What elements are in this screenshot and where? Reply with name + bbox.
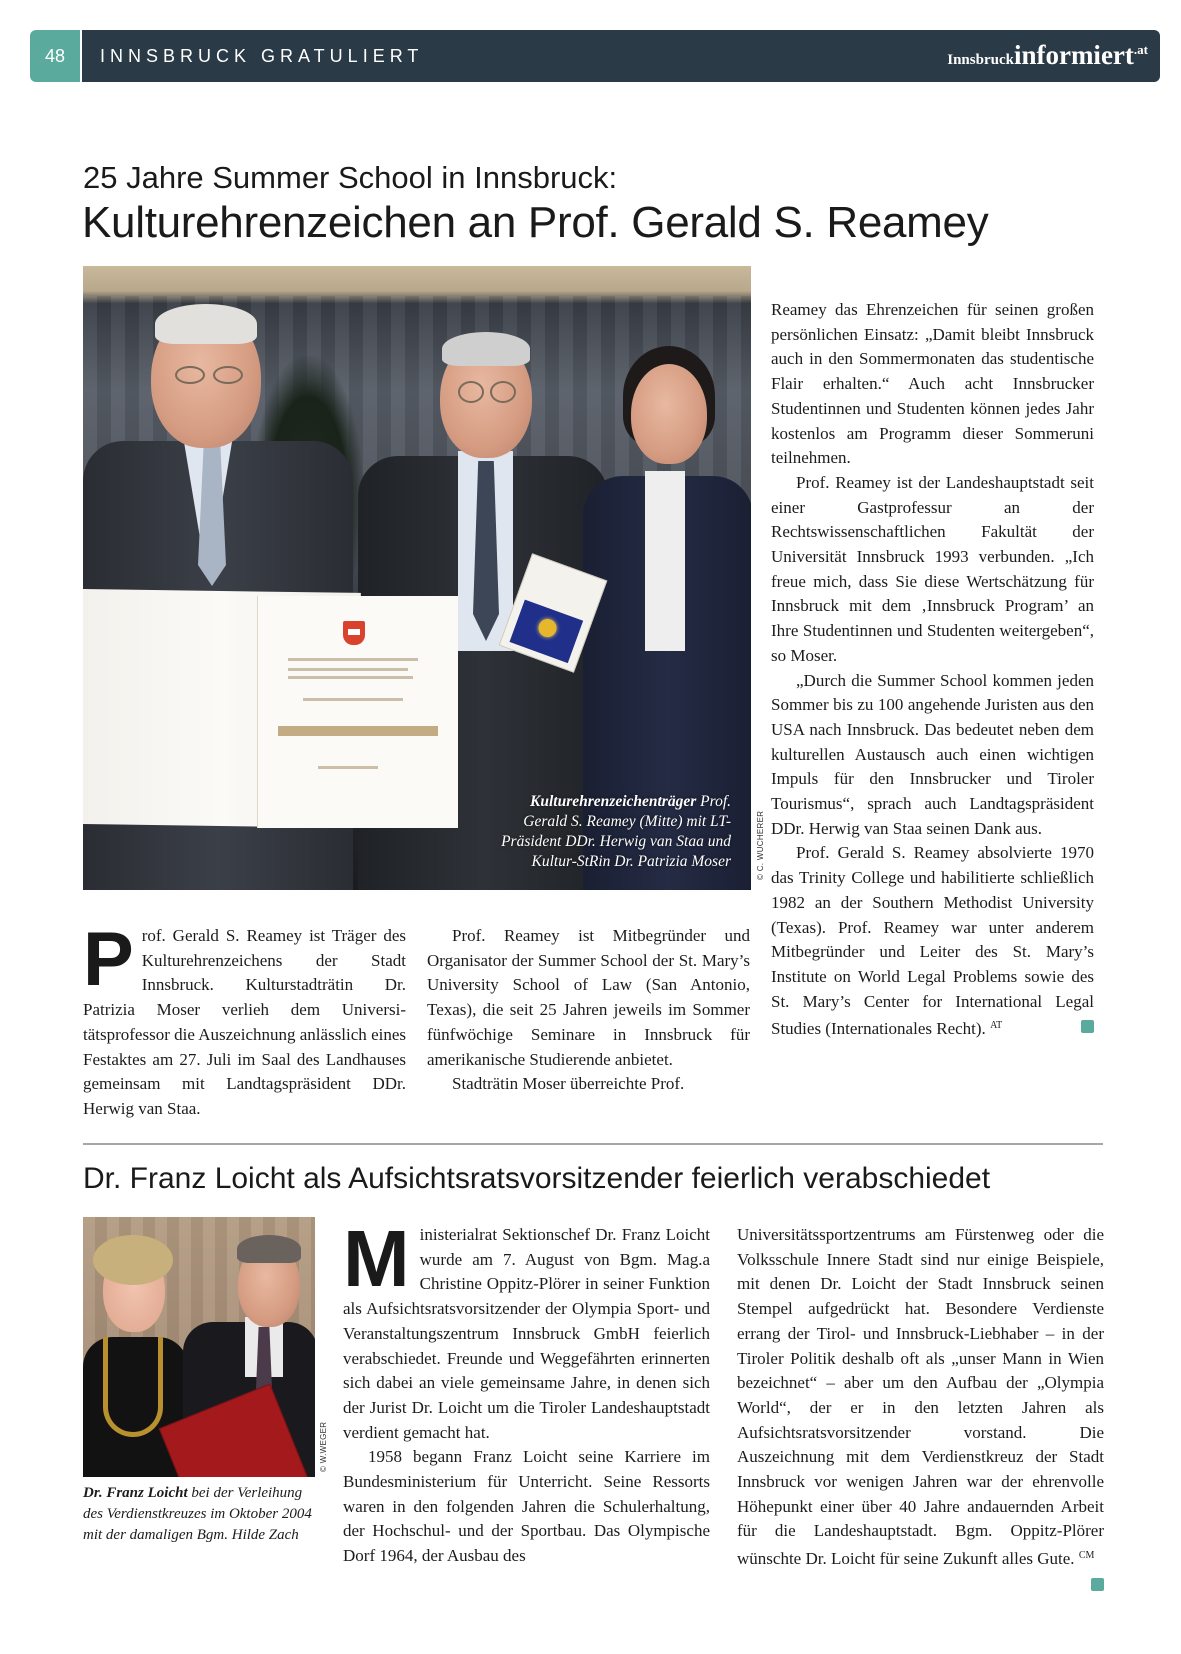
author-initials: AT xyxy=(990,1020,1003,1032)
innsbruck-crest-icon xyxy=(343,621,365,645)
photo2-caption xyxy=(83,1483,313,1546)
paragraph: Universitätssportzentrums am Fürstenweg oder die Volksschule Innere Stadt sind nur einige Beispiele, mit denen Dr. Loicht der Stadt Innsbruck seinen Stempel aufgedrückt hat. Besondere Verdienste errang der Tirol- und Innsbruck-Liebhaber – in der Tiroler Politik deshalb oft als „unser Mann in Wien bezeichnet“ – aber um den Aufbau der „Olympia World“, der er in den letzten Jahren als Aufsichtsratsvorsitzender vorstand. Die Auszeichnung mit dem Verdienstkreuz der Stadt Innsbruck vor wenigen Jahren war der ehrenvolle Höhepunkt einer über 40 Jahre andauernden Arbeit für die Landeshauptstadt. Bgm. Oppitz-Plörer wünschte Dr. Loicht für seine Zukunft alles Gute. xyxy=(737,1225,1104,1569)
end-mark-icon xyxy=(1081,1020,1094,1033)
photo2-credit: © W.WEGER xyxy=(319,1421,328,1472)
article1-column-2 xyxy=(427,924,750,1097)
brand-main: informiert xyxy=(1013,40,1134,70)
paragraph: Stadträtin Moser überreichte Prof. xyxy=(452,1074,685,1094)
section-bar xyxy=(82,30,1160,82)
paragraph: „Durch die Summer School kommen jeden Sommer bis zu 100 angehende Juristen aus den USA nach Innsbruck. Das bedeutet neben dem kulturellen Austausch auch einen wichtigen Impuls für den Innsbrucker und Tiroler Tourismus“, sprach auch Landtagspräsident DDr. Herwig van Staa seinen Dank aus. xyxy=(771,670,1094,838)
caption-bold: Dr. Franz Loicht xyxy=(83,1485,188,1501)
end-mark-icon xyxy=(1091,1578,1104,1591)
certificate-title xyxy=(278,726,438,736)
paragraph: 1958 begann Franz Loicht seine Karriere im Bundesministerium für Unterricht. Seine Ressorts waren in den folgenden Jahren die Schulerhaltung, der Hochschul- und der Sportbau. Das Olympische Dorf 1964, der Ausbau des xyxy=(343,1447,710,1566)
article-divider xyxy=(83,1143,1103,1145)
caption-text: bei der Verleihung des Verdienstkreuzes im Oktober 2004 mit der damaligen Bgm. Hilde Zach xyxy=(83,1485,312,1543)
photo1-caption xyxy=(501,792,731,872)
article2-photo xyxy=(83,1217,315,1477)
mayor-chain xyxy=(103,1337,163,1437)
body-text: rof. Gerald S. Reamey ist Träger des Kulturehrenzeichens der Stadt Innsbruck. Kulturstadträtin Dr. Patrizia Moser verlieh dem Universitätsprofessor die Auszeichnung anlässlich eines Festaktes am 27. Juli im Saal des Landhauses gemeinsam mit Landtagspräsident DDr. Herwig van Staa. xyxy=(83,926,406,1118)
caption-bold: Kulturehrenzeichenträger xyxy=(530,793,697,810)
article1-photo xyxy=(83,266,751,890)
paragraph: Prof. Reamey ist der Landeshauptstadt seit einer Gastprofessur an der Rechtswissenschaftlichen Fakultät der Universität Innsbruck 1993 verbunden. „Ich freue mich, dass Sie diese Wertschätzung für Innsbruck mit dem ‚Innsbruck Program’ an Ihre Studentinnen und Studenten weitergeben“, so Moser. xyxy=(771,472,1094,665)
caption-line: Präsident DDr. Herwig van Staa und xyxy=(501,833,731,850)
article1-column-1 xyxy=(83,917,406,1122)
page-number: 48 xyxy=(30,30,80,82)
caption-line: Prof. xyxy=(696,793,731,810)
article2-headline: Dr. Franz Loicht als Aufsichtsratsvorsitzender feierlich verabschiedet xyxy=(83,1162,991,1195)
section-title: INNSBRUCK GRATULIERT xyxy=(100,46,424,66)
paragraph: Reamey das Ehrenzeichen für seinen großen persönlichen Einsatz: „Damit bleibt Innsbruck auch in den Sommermonaten das studentische Flair erhalten.“ Auch acht Innsbrucker Studentinnen und Studenten können jedes Jahr kostenlos am Programm dieser Sommeruni teilnehmen. xyxy=(771,300,1094,468)
author-initials: CM xyxy=(1078,1550,1095,1562)
page-header xyxy=(30,30,1160,82)
dropcap: M xyxy=(343,1214,410,1303)
article1-kicker: 25 Jahre Summer School in Innsbruck: xyxy=(83,160,618,195)
dropcap: P xyxy=(83,917,134,1002)
article1-column-3 xyxy=(771,298,1094,1042)
caption-line: Gerald S. Reamey (Mitte) mit LT- xyxy=(523,813,731,830)
caption-line: Kultur-StRin Dr. Patrizia Moser xyxy=(531,853,731,870)
paragraph: Prof. Reamey ist Mitbegründer und Organisator der Summer School der St. Mary’s University School of Law (San Antonio, Texas), die seit 25 Jahren jeweils im Sommer fünfwöchige Seminare in Innsbruck für amerikanische Studierende anbietet. xyxy=(427,926,750,1069)
photo1-credit: © C. WUCHERER xyxy=(756,810,765,880)
brand-prefix: Innsbruck xyxy=(947,52,1014,68)
article2-column-2 xyxy=(737,1223,1104,1591)
brand-logo xyxy=(947,40,1148,71)
brand-suffix: .at xyxy=(1133,42,1148,57)
paragraph: inisterialrat Sektionschef Dr. Franz Loicht wurde am 7. August von Bgm. Mag.a Christine Oppitz-Plörer in seiner Funktion als Aufsichtsratsvorsitzender der Olympia Sport- und Veranstaltungszentrum Innsbruck GmbH feierlich verabschiedet. Freunde und Weggefährten erinnerten sich dabei an viele gemeinsame Jahre, in denen sich der Jurist Dr. Loicht um die Tiroler Landeshauptstadt verdient gemacht hat. xyxy=(343,1225,710,1442)
article1-headline: Kulturehrenzeichen an Prof. Gerald S. Reamey xyxy=(82,198,989,247)
article2-column-1 xyxy=(343,1214,710,1569)
medal-icon xyxy=(536,616,559,639)
certificate-right-page xyxy=(258,596,458,828)
paragraph: Prof. Gerald S. Reamey absolvierte 1970 das Trinity College und habilitierte schließlich 1982 an der Southern Methodist University (Texas). Prof. Reamey war unter anderem Mitbegründer und Leiter des St. Mary’s Institute on World Legal Problems sowie des St. Mary’s Center for International Legal Studies (Internationales Recht). xyxy=(771,843,1094,1039)
